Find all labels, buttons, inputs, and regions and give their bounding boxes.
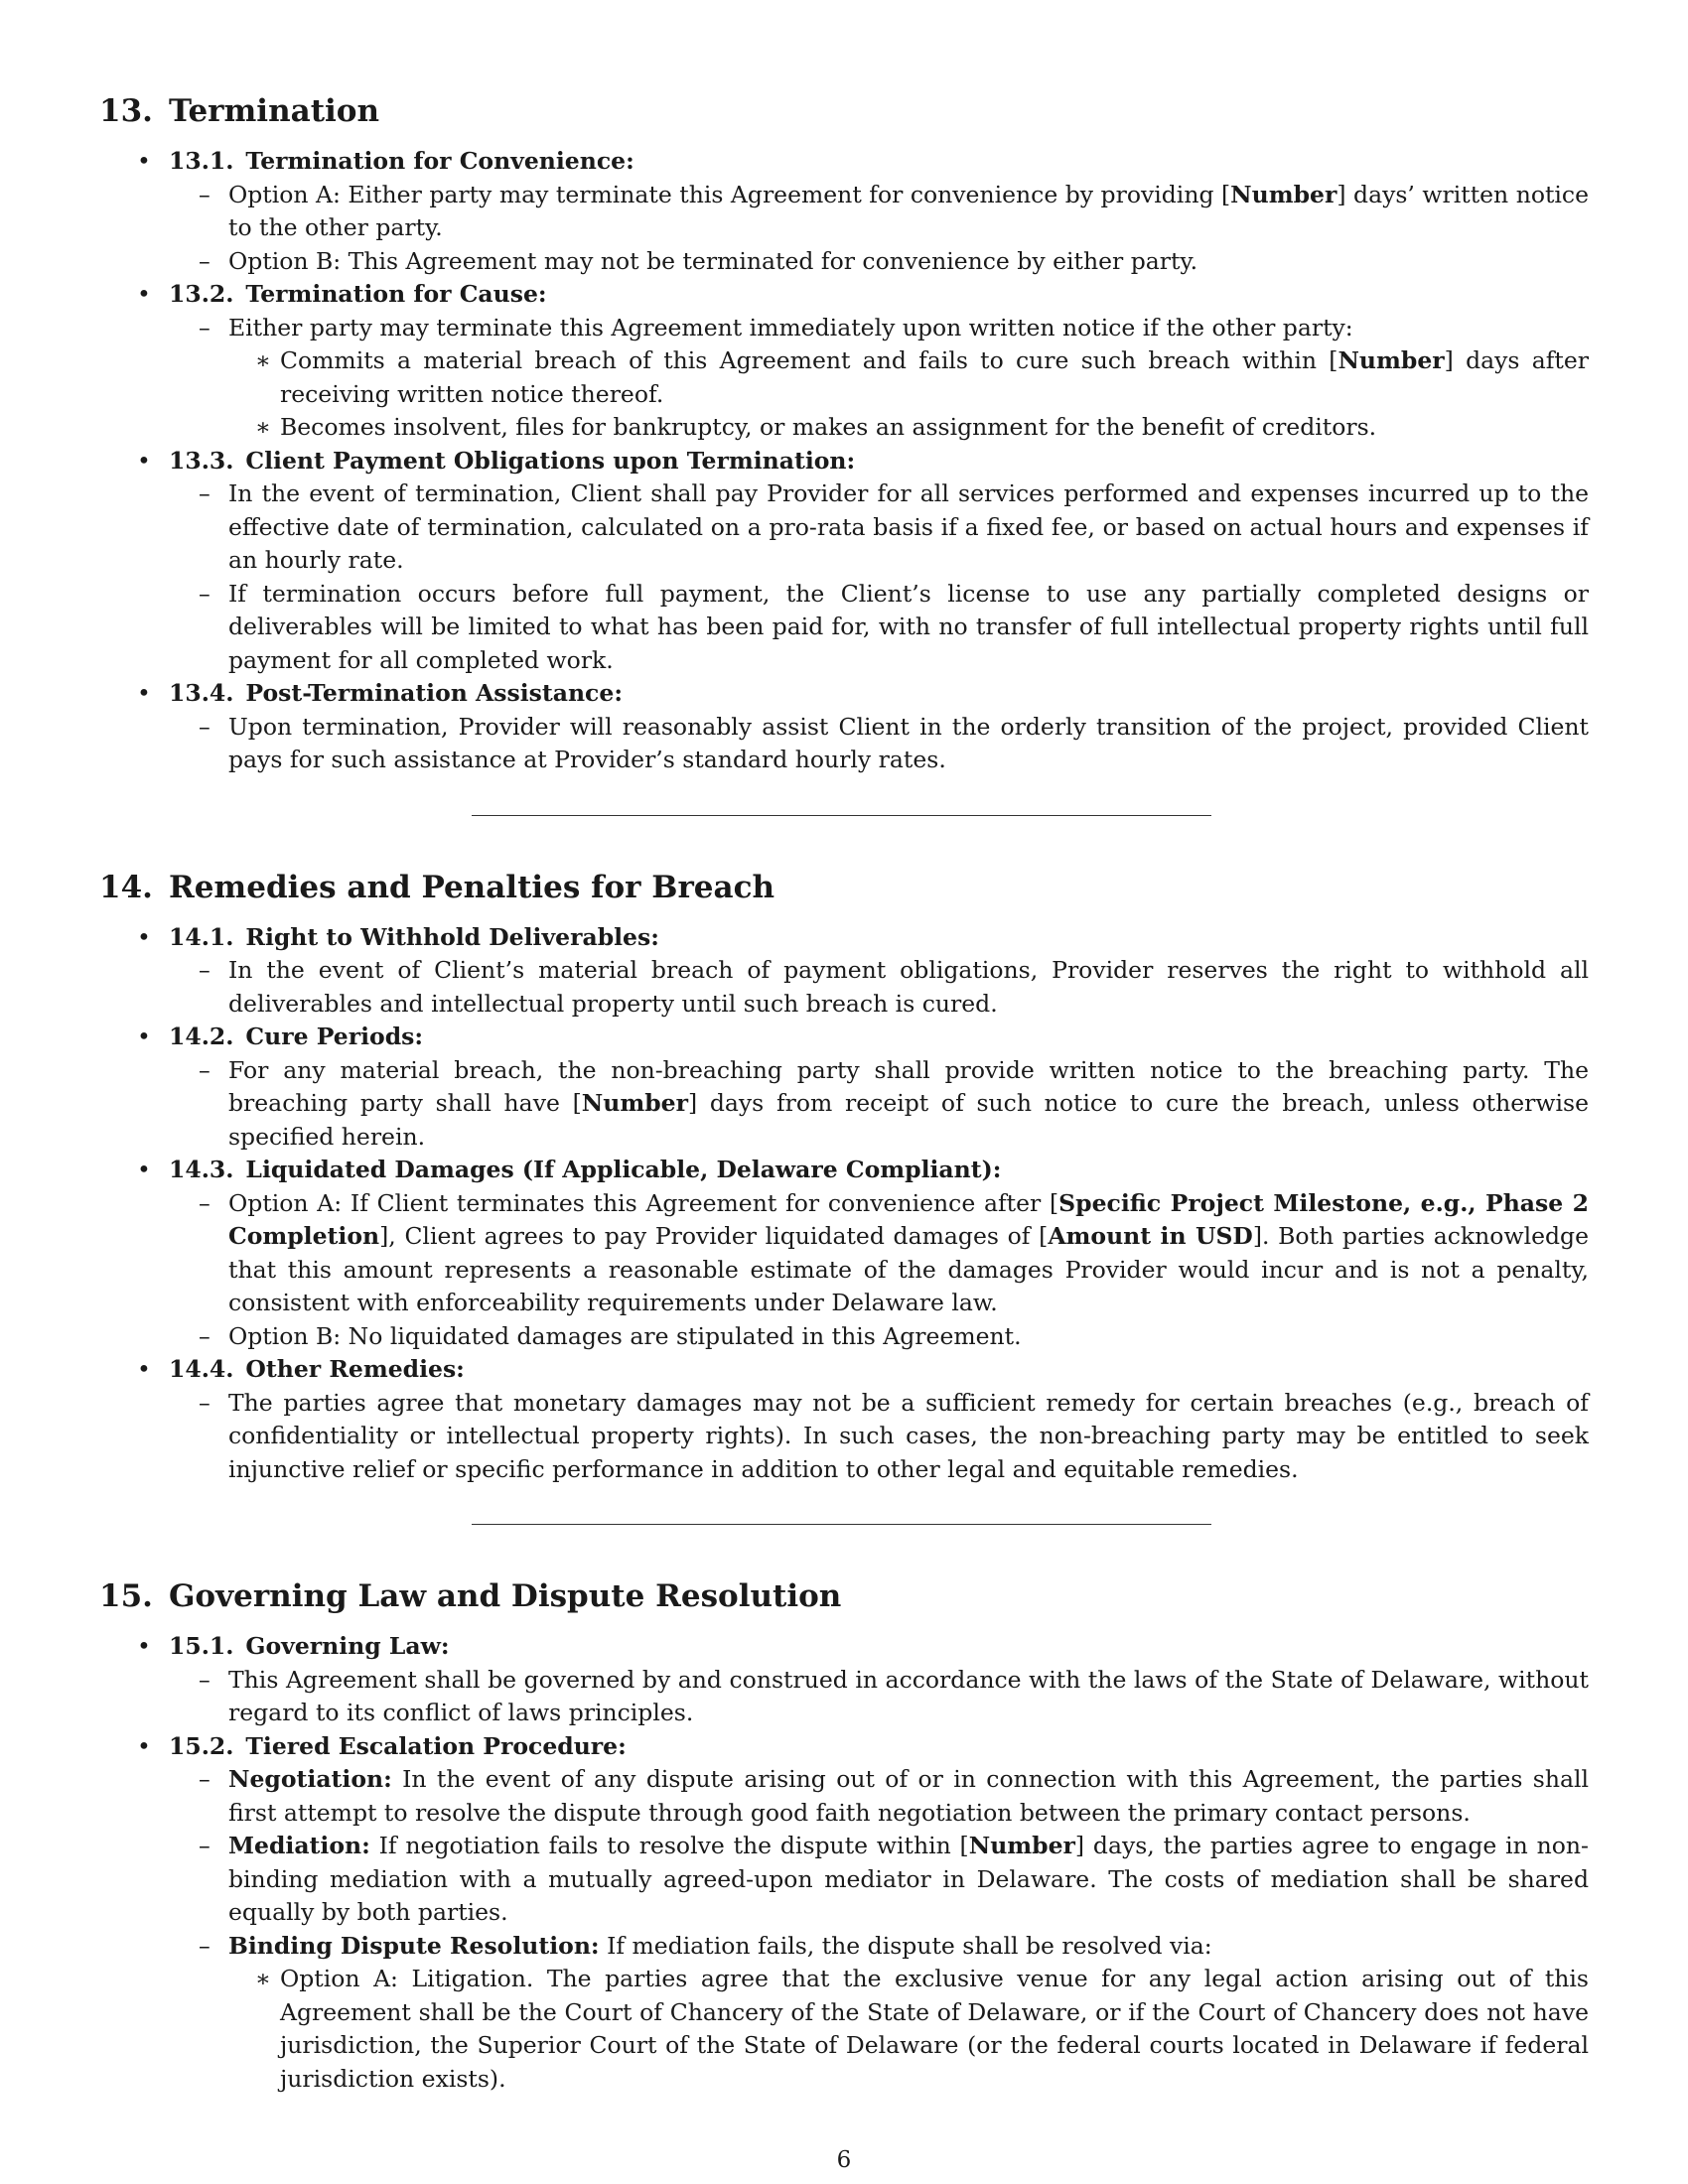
- section-heading: [99, 91, 1589, 131]
- subclause: [169, 1830, 1589, 1930]
- subclause: [169, 1054, 1589, 1155]
- subsubclause-text: Commits a material breach of this Agreement and fails to cure such breach within [Number] days after receiving written notice thereof.: [280, 346, 1589, 408]
- subclause-text: In the event of Client’s material breach of payment obligations, Provider reserves the right to withhold all deliverables and intellectual property until such breach is cured.: [228, 956, 1589, 1018]
- dash-icon: –: [199, 1321, 211, 1350]
- bullet-icon: •: [137, 1156, 151, 1183]
- section-title: Termination: [168, 93, 380, 129]
- clause-title: Tiered Escalation Procedure:: [245, 1731, 627, 1760]
- bullet-icon: •: [137, 679, 151, 707]
- clause-13-3: [99, 445, 1589, 678]
- section-number: 13.: [99, 93, 153, 129]
- dash-icon: –: [199, 1188, 211, 1217]
- section-15: [99, 1576, 1589, 2096]
- dash-icon: –: [199, 1665, 211, 1694]
- dash-icon: –: [199, 956, 211, 984]
- clause-13-4: [99, 677, 1589, 777]
- clause-15-2: [99, 1730, 1589, 2097]
- subclause-text: In the event of termination, Client shall pay Provider for all services performed and expenses incurred up to the effective date of termination, calculated on a pro-rata basis if a fixed fee, or based on actual hours and expenses if an hourly rate.: [228, 479, 1589, 574]
- dash-icon: –: [199, 180, 211, 208]
- subsubclause-list: [228, 1963, 1589, 2096]
- subclause: [169, 1387, 1589, 1487]
- subclause-list: [169, 312, 1589, 445]
- bullet-icon: •: [137, 147, 151, 175]
- clause-13-2: [99, 278, 1589, 445]
- clause-14-2: [99, 1021, 1589, 1154]
- clause-heading: [169, 921, 1589, 955]
- subclause: [169, 245, 1589, 279]
- subclause-list: [169, 179, 1589, 279]
- horizontal-divider: [472, 1524, 1211, 1525]
- clause-number: 13.1.: [169, 147, 234, 175]
- clause-title: Right to Withhold Deliverables:: [245, 922, 659, 951]
- clause-number: 13.2.: [169, 280, 234, 308]
- clause-title: Liquidated Damages (If Applicable, Delaware Compliant):: [245, 1156, 1002, 1183]
- clause-heading: [169, 445, 1589, 478]
- subsubclause: [228, 1963, 1589, 2096]
- page-number: 6: [836, 2147, 852, 2173]
- subclause: [169, 179, 1589, 245]
- clause-title: Cure Periods:: [245, 1023, 424, 1050]
- clause-title: Post-Termination Assistance:: [245, 679, 623, 707]
- subsubclause-text: Option A: Litigation. The parties agree that the exclusive venue for any legal action arising out of this Agreement shall be the Court of Chancery of the State of Delaware, or if the Court of Chancery does not have jurisdiction, the Superior Court of the State of Delaware (or the federal courts located in Delaware if federal jurisdiction exists).: [280, 1965, 1589, 2093]
- bullet-icon: •: [137, 922, 151, 951]
- subclause-list: [169, 1763, 1589, 2096]
- bullet-icon: •: [137, 1632, 151, 1660]
- clause-list: [99, 145, 1589, 777]
- clause-title: Termination for Convenience:: [245, 147, 634, 175]
- dash-icon: –: [199, 479, 211, 507]
- clause-heading: [169, 1730, 1589, 1764]
- subclause-list: [169, 1054, 1589, 1155]
- dash-icon: –: [199, 1055, 211, 1084]
- asterisk-icon: ∗: [255, 346, 271, 374]
- subclause: [169, 711, 1589, 777]
- subsubclause-list: [228, 344, 1589, 445]
- subclause: [169, 1930, 1589, 2097]
- subclause-text: This Agreement shall be governed by and construed in accordance with the laws of the State of Delaware, without regard to its conflict of laws principles.: [228, 1665, 1589, 1726]
- section-title: Remedies and Penalties for Breach: [168, 869, 775, 905]
- subsubclause: [228, 411, 1589, 445]
- subclause-text: Option B: This Agreement may not be terminated for convenience by either party.: [228, 246, 1198, 275]
- bullet-icon: •: [137, 1023, 151, 1050]
- subclause-list: [169, 954, 1589, 1021]
- subclause-text: Either party may terminate this Agreement immediately upon written notice if the other party:: [228, 313, 1353, 341]
- bullet-icon: •: [137, 280, 151, 308]
- bullet-icon: •: [137, 1731, 151, 1760]
- clause-number: 13.3.: [169, 446, 234, 475]
- section-13: [99, 91, 1589, 777]
- section-title: Governing Law and Dispute Resolution: [168, 1578, 842, 1614]
- clause-heading: [169, 145, 1589, 179]
- subclause-list: [169, 711, 1589, 777]
- subclause: [169, 1664, 1589, 1730]
- clause-title: Governing Law:: [245, 1632, 450, 1660]
- subclause-text: The parties agree that monetary damages may not be a sufficient remedy for certain breaches (e.g., breach of confidentiality or intellectual property rights). In such cases, the non-breaching party may be entitled to seek injunctive relief or specific performance in addition to other legal and equitable remedies.: [228, 1388, 1589, 1483]
- subclause: [169, 578, 1589, 678]
- dash-icon: –: [199, 1765, 211, 1793]
- section-number: 15.: [99, 1578, 153, 1614]
- dash-icon: –: [199, 712, 211, 741]
- section-14: [99, 868, 1589, 1487]
- section-heading: [99, 868, 1589, 907]
- horizontal-divider: [472, 815, 1211, 816]
- clause-14-1: [99, 921, 1589, 1022]
- clause-heading: [169, 1630, 1589, 1664]
- subclause: [169, 1187, 1589, 1320]
- clause-number: 15.1.: [169, 1632, 234, 1660]
- subclause-list: [169, 1387, 1589, 1487]
- section-heading: [99, 1576, 1589, 1616]
- subclause-text: Negotiation: In the event of any dispute arising out of or in connection with this Agreement, the parties shall first attempt to resolve the dispute through good faith negotiation between the primary contact persons.: [228, 1765, 1589, 1827]
- clause-number: 14.4.: [169, 1355, 234, 1383]
- subclause-text: For any material breach, the non-breaching party shall provide written notice to the breaching party. The breaching party shall have [Number] days from receipt of such notice to cure the breach, unless otherwise specified herein.: [228, 1055, 1589, 1151]
- clause-heading: [169, 1154, 1589, 1187]
- clause-13-1: [99, 145, 1589, 278]
- subclause-text: Binding Dispute Resolution: If mediation fails, the dispute shall be resolved via:: [228, 1931, 1212, 1960]
- clause-list: [99, 1630, 1589, 2096]
- subclause: [169, 478, 1589, 578]
- subclause: [169, 954, 1589, 1021]
- subclause: [169, 1763, 1589, 1830]
- subclause-text: Option A: Either party may terminate this Agreement for convenience by providing [Number] days’ written notice to the other party.: [228, 180, 1590, 241]
- clause-list: [99, 921, 1589, 1487]
- bullet-icon: •: [137, 1355, 151, 1383]
- asterisk-icon: ∗: [255, 1965, 271, 1992]
- subsubclause-text: Becomes insolvent, files for bankruptcy, or makes an assignment for the benefit of creditors.: [280, 413, 1377, 441]
- section-number: 14.: [99, 869, 153, 905]
- clause-14-4: [99, 1353, 1589, 1486]
- clause-heading: [169, 1353, 1589, 1387]
- subclause-text: If termination occurs before full payment, the Client’s license to use any partially completed designs or deliverables will be limited to what has been paid for, with no transfer of full intellectual property rights until full payment for all completed work.: [228, 579, 1589, 674]
- dash-icon: –: [199, 246, 211, 275]
- subclause-text: Option B: No liquidated damages are stipulated in this Agreement.: [228, 1321, 1022, 1350]
- clause-14-3: [99, 1154, 1589, 1353]
- subclause: [169, 312, 1589, 445]
- bullet-icon: •: [137, 446, 151, 475]
- dash-icon: –: [199, 1832, 211, 1859]
- clause-title: Termination for Cause:: [245, 280, 547, 308]
- clause-number: 14.2.: [169, 1023, 234, 1050]
- dash-icon: –: [199, 1388, 211, 1417]
- subclause-text: Mediation: If negotiation fails to resolve the dispute within [Number] days, the parties agree to engage in non-binding mediation with a mutually agreed-upon mediator in Delaware. The costs of mediation shall be shared equally by both parties.: [228, 1832, 1589, 1926]
- dash-icon: –: [199, 313, 211, 341]
- asterisk-icon: ∗: [255, 413, 271, 441]
- subclause-list: [169, 1187, 1589, 1354]
- subclause-text: Option A: If Client terminates this Agreement for convenience after [Specific Project Milestone, e.g., Phase 2 Completion], Client agrees to pay Provider liquidated damages of [Amount in USD]. Both parties acknowledge that this amount represents a reasonable estimate of the damages Provider would incur and is not a penalty, consistent with enforceability requirements under Delaware law.: [228, 1188, 1589, 1316]
- clause-number: 14.1.: [169, 922, 234, 951]
- clause-title: Client Payment Obligations upon Termination:: [245, 446, 856, 475]
- clause-15-1: [99, 1630, 1589, 1730]
- subsubclause: [228, 344, 1589, 411]
- clause-title: Other Remedies:: [245, 1355, 465, 1383]
- subclause: [169, 1320, 1589, 1354]
- document-body: [99, 91, 1589, 2096]
- clause-number: 13.4.: [169, 679, 234, 707]
- subclause-text: Upon termination, Provider will reasonably assist Client in the orderly transition of the project, provided Client pays for such assistance at Provider’s standard hourly rates.: [228, 712, 1589, 773]
- clause-heading: [169, 1021, 1589, 1054]
- clause-number: 14.3.: [169, 1156, 234, 1183]
- subclause-list: [169, 478, 1589, 677]
- clause-heading: [169, 677, 1589, 711]
- dash-icon: –: [199, 1931, 211, 1960]
- dash-icon: –: [199, 579, 211, 608]
- subclause-list: [169, 1664, 1589, 1730]
- clause-number: 15.2.: [169, 1731, 234, 1760]
- clause-heading: [169, 278, 1589, 312]
